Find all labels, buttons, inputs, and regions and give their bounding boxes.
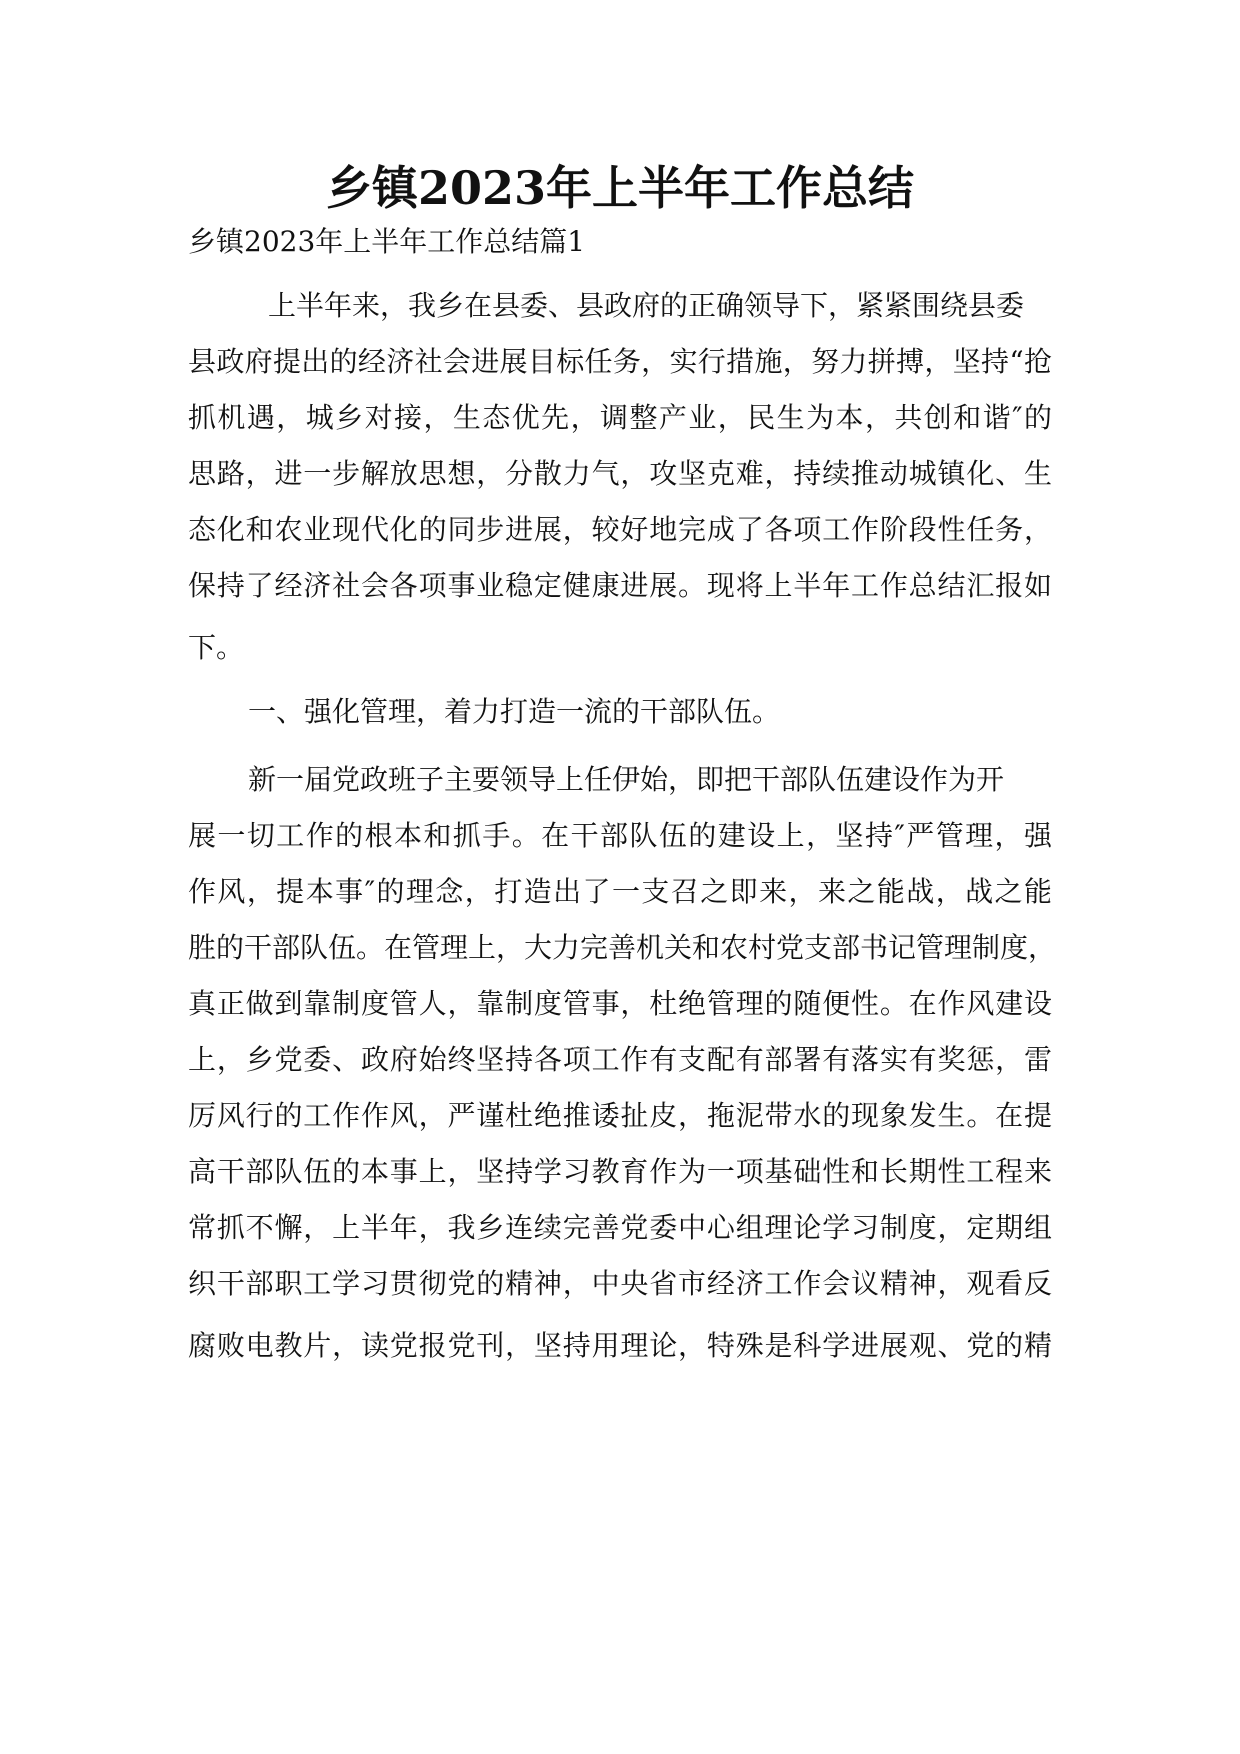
paragraph-2-line-5: 真正做到靠制度管人，靠制度管事，杜绝管理的随便性。在作风建设 [188,987,1052,1020]
paragraph-2-line-6: 上，乡党委、政府始终坚持各项工作有支配有部署有落实有奖惩，雷 [188,1043,1052,1076]
paragraph-1-line-5: 态化和农业现代化的同步进展，较好地完成了各项工作阶段性任务， [188,513,1052,546]
paragraph-2-line-4: 胜的干部队伍。在管理上，大力完善机关和农村党支部书记管理制度， [188,931,1057,964]
paragraph-1-line-7: 下。 [188,631,245,664]
paragraph-1-line-3: 抓机遇，城乡对接，生态优先，调整产业，民生为本，共创和谐″的 [188,401,1052,434]
paragraph-1-line-1: 上半年来，我乡在县委、县政府的正确领导下，紧紧围绕县委 [268,289,1025,322]
paragraph-2-line-3: 作风，提本事″的理念，打造出了一支召之即来，来之能战，战之能 [188,875,1052,908]
section-heading-1: 一、强化管理，着力打造一流的干部队伍。 [248,695,781,728]
paragraph-2-line-2: 展一切工作的根本和抓手。在干部队伍的建设上，坚持″严管理，强 [188,819,1052,852]
paragraph-1-line-4: 思路，进一步解放思想，分散力气，攻坚克难，持续推动城镇化、生 [188,457,1052,490]
paragraph-2-line-10: 织干部职工学习贯彻党的精神，中央省市经济工作会议精神，观看反 [188,1267,1052,1300]
document-subtitle: 乡镇2023年上半年工作总结篇1 [188,225,586,258]
paragraph-2-line-1: 新一届党政班子主要领导上任伊始，即把干部队伍建设作为开 [248,763,1005,796]
paragraph-2-line-7: 厉风行的工作作风，严谨杜绝推诿扯皮，拖泥带水的现象发生。在提 [188,1099,1052,1132]
document-title: 乡镇2023年上半年工作总结 [325,161,915,215]
paragraph-2-line-8: 高干部队伍的本事上，坚持学习教育作为一项基础性和长期性工程来 [188,1155,1052,1188]
paragraph-1-line-6: 保持了经济社会各项事业稳定健康进展。现将上半年工作总结汇报如 [188,569,1052,602]
paragraph-2-line-9: 常抓不懈，上半年，我乡连续完善党委中心组理论学习制度，定期组 [188,1211,1052,1244]
paragraph-1-line-2: 县政府提出的经济社会进展目标任务，实行措施，努力拼搏，坚持“抢 [188,345,1052,378]
paragraph-2-line-11: 腐败电教片，读党报党刊，坚持用理论，特殊是科学进展观、党的精 [188,1329,1052,1362]
